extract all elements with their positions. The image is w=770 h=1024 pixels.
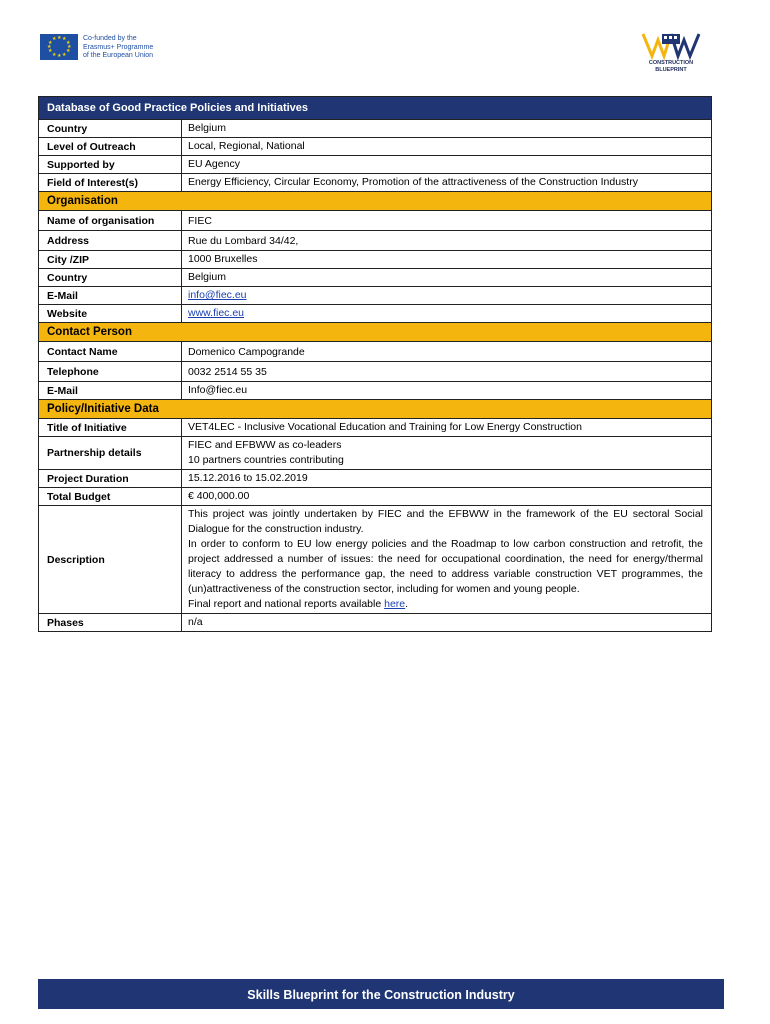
table-row: [39, 362, 711, 382]
row-label: Field of Interest(s): [39, 174, 182, 191]
logo-line-1: CONSTRUCTION: [648, 60, 694, 66]
table-row: [39, 174, 711, 192]
table-row: [39, 506, 711, 614]
row-label: E-Mail: [39, 382, 182, 399]
row-value: Belgium: [188, 271, 226, 283]
eu-cofunded-block: [40, 34, 153, 61]
row-label: Website: [39, 305, 182, 322]
table-row: [39, 120, 711, 138]
row-label: Description: [39, 506, 182, 613]
table-row: [39, 382, 711, 400]
table-row: [39, 251, 711, 269]
row-value: Energy Efficiency, Circular Economy, Promotion of the attractiveness of the Construction Industry: [188, 176, 638, 188]
partnership-line: FIEC and EFBWW as co-leaders: [188, 439, 342, 451]
row-value-cell: [182, 287, 711, 304]
row-value: 1000 Bruxelles: [188, 253, 258, 265]
row-value: 15.12.2016 to 15.02.2019: [188, 472, 308, 484]
table-row: [39, 138, 711, 156]
row-label: Total Budget: [39, 488, 182, 505]
eu-cofunded-text: Co-funded by the Erasmus+ Programme of the European Union: [83, 35, 154, 59]
row-value: FIEC: [188, 215, 212, 227]
table-row: [39, 470, 711, 488]
row-label: Project Duration: [39, 470, 182, 487]
table-row: [39, 419, 711, 437]
row-value: Rue du Lombard 34/42,: [188, 235, 299, 247]
good-practice-table: [38, 96, 712, 632]
table-row: [39, 342, 711, 362]
section-heading-organisation: Organisation: [39, 192, 711, 211]
partnership-line: 10 partners countries contributing: [188, 454, 344, 466]
table-title: Database of Good Practice Policies and Initiatives: [39, 97, 711, 120]
row-value-cell: [182, 305, 711, 322]
row-label: Supported by: [39, 156, 182, 173]
row-value: Local, Regional, National: [188, 140, 305, 152]
row-value: Info@fiec.eu: [188, 384, 248, 396]
report-suffix: .: [405, 598, 409, 610]
description-cell: [182, 506, 711, 613]
row-label: Name of organisation: [39, 211, 182, 230]
row-label: Telephone: [39, 362, 182, 381]
table-row: [39, 231, 711, 251]
row-value: 0032 2514 55 35: [188, 366, 267, 378]
table-row: [39, 287, 711, 305]
row-label: Contact Name: [39, 342, 182, 361]
table-row: [39, 614, 711, 631]
row-label: Partnership details: [39, 437, 182, 469]
logo-line-2: BLUEPRINT: [655, 67, 687, 73]
row-value: VET4LEC - Inclusive Vocational Education and Training for Low Energy Construction: [188, 421, 582, 433]
description-paragraph: In order to conform to EU low energy policies and the Roadmap to low carbon construction and retrofit, the project addressed a number of issues: the need for occupational coordination, the need for energy/thermal literacy to address the performance gap, the need to address variable construction VET programmes, the (un)attractiveness of the construction sector, including for women and young people.: [188, 538, 703, 595]
description-paragraph: This project was jointly undertaken by FIEC and the EFBWW in the framework of the EU sectoral Social Dialogue for the construction industry.: [188, 508, 703, 535]
row-label: Phases: [39, 614, 182, 631]
row-value: Domenico Campogrande: [188, 346, 305, 358]
table-row: [39, 488, 711, 506]
eu-flag-icon: ★ ★ ★ ★ ★ ★ ★ ★ ★ ★ ★ ★: [40, 34, 78, 60]
row-label: City /ZIP: [39, 251, 182, 268]
row-value: n/a: [188, 616, 203, 628]
table-row: [39, 437, 711, 470]
row-value: € 400,000.00: [188, 490, 250, 502]
table-row: [39, 156, 711, 174]
row-label: Country: [39, 269, 182, 286]
row-label: Level of Outreach: [39, 138, 182, 155]
description-paragraph: [188, 597, 703, 612]
table-row: [39, 269, 711, 287]
row-value: Belgium: [188, 122, 226, 134]
table-row: [39, 305, 711, 323]
section-heading-policy: Policy/Initiative Data: [39, 400, 711, 419]
row-value: EU Agency: [188, 158, 240, 170]
row-value-cell: [182, 437, 711, 469]
website-link[interactable]: www.fiec.eu: [188, 307, 245, 319]
page-footer: Skills Blueprint for the Construction Industry: [38, 979, 724, 1009]
report-link[interactable]: here: [384, 598, 406, 610]
row-label: Address: [39, 231, 182, 250]
section-heading-contact: Contact Person: [39, 323, 711, 342]
email-link[interactable]: info@fiec.eu: [188, 289, 247, 301]
row-label: Title of Initiative: [39, 419, 182, 436]
construction-blueprint-logo: [640, 30, 702, 76]
row-label: Country: [39, 120, 182, 137]
table-row: [39, 211, 711, 231]
report-text: Final report and national reports available: [188, 598, 385, 610]
row-label: E-Mail: [39, 287, 182, 304]
